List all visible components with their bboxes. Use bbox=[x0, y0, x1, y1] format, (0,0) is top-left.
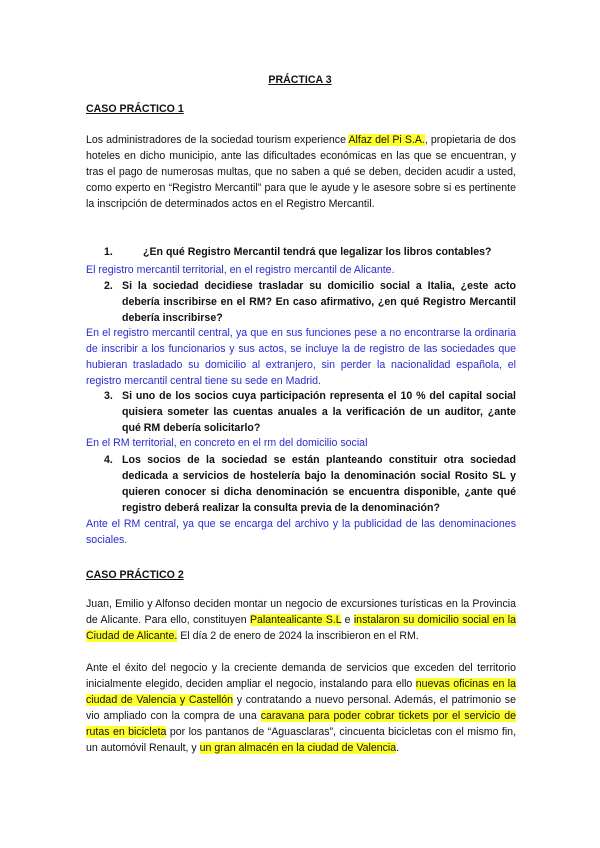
case2-p2-text-d: . bbox=[396, 742, 400, 754]
case2-p2-text-b: y contratando a nuevo personal. Además, el patrimonio se vio ampliado con la compra de una bbox=[86, 694, 516, 722]
answer-2: En el registro mercantil central, ya que en sus funciones pese a no encontrarse la ordinaria de inscribir a los funcionarios y sus actos, se incluye la de registro de las sociedades que hubieran trasladado su domicilio al extranjero, sin perder la nacionalidad española, el registro mercantil central tiene su sede en Madrid. bbox=[86, 327, 516, 387]
case1-intro-after: , propietaria de dos hoteles en dicho municipio, ante las dificultades económicas en las que se encuentran, y tras el pago de numerosas multas, que no saben a qué se deben, deciden acudir a usted, como experto en “Registro Mercantil” para que le ayude y le asesore sobre si es pertinente la inscripción de determinados actos en el Registro Mercantil. bbox=[86, 134, 516, 210]
question-number: 3. bbox=[104, 390, 113, 402]
answer-4: Ante el RM central, ya que se encarga del archivo y la publicidad de las denominaciones sociales. bbox=[86, 518, 516, 546]
question-1: ¿En qué Registro Mercantil tendrá que legalizar los libros contables? bbox=[143, 246, 492, 258]
case2-p2-text-c: por los pantanos de “Aguasclaras”, cincuenta bicicletas con el mismo fin, un automóvil Renault, y bbox=[86, 726, 517, 754]
case2-paragraph-1 bbox=[86, 596, 516, 644]
case2-p1-highlight-domicile: instalaron su domicilio social en la Ciudad de Alicante. bbox=[86, 614, 516, 642]
case1-intro-before: Los administradores de la sociedad tourism experience bbox=[86, 134, 349, 146]
question-4: Los socios de la sociedad se están planteando constituir otra sociedad dedicada a servicios de hostelería bajo la denominación social Rosito SL y quieren conocer si dicha denominación se encuentra disponible, ¿ante qué registro deberá realizar la consulta previa de la denominación? bbox=[122, 454, 516, 514]
case2-p1-highlight-company: Palantealicante S.L bbox=[249, 614, 342, 626]
answer-3: En el RM territorial, en concreto en el rm del domicilio social bbox=[86, 437, 368, 449]
case2-p2-text-a: Ante el éxito del negocio y la creciente demanda de servicios que exceden del territorio inicialmente elegido, deciden ampliar el negocio, instalando para ello bbox=[86, 662, 516, 690]
case2-p1-text-a: Juan, Emilio y Alfonso deciden montar un negocio de excursiones turísticas en la Provincia de Alicante. Para ello, constituyen bbox=[86, 598, 516, 626]
case1-intro bbox=[86, 132, 516, 212]
case2-p2-highlight-caravan: caravana para poder cobrar tickets por el servicio de rutas en bicicleta bbox=[86, 710, 516, 738]
case2-p1-text-b: e bbox=[341, 614, 354, 626]
case2-p2-highlight-warehouse: un gran almacén en la ciudad de Valencia bbox=[199, 742, 397, 754]
page-title: PRÁCTICA 3 bbox=[268, 74, 332, 86]
case2-p2-highlight-offices: nuevas oficinas en la ciudad de Valencia y Castellón bbox=[86, 678, 516, 706]
case1-intro-highlight: Alfaz del Pi S.A. bbox=[348, 134, 425, 146]
case2-heading: CASO PRÁCTICO 2 bbox=[86, 569, 184, 581]
question-3: Si uno de los socios cuya participación representa el 10 % del capital social quisiera someter las cuentas anuales a la verificación de un auditor, ¿ante qué RM debería solicitarlo? bbox=[122, 390, 516, 434]
question-number: 2. bbox=[104, 280, 113, 292]
case2-paragraph-2 bbox=[86, 660, 516, 756]
case1-heading: CASO PRÁCTICO 1 bbox=[86, 103, 184, 115]
question-number: 1. bbox=[104, 246, 113, 258]
question-number: 4. bbox=[104, 454, 113, 466]
answer-1: El registro mercantil territorial, en el registro mercantil de Alicante. bbox=[86, 264, 395, 276]
case2-p1-text-c: El día 2 de enero de 2024 la inscribieron en el RM. bbox=[177, 630, 419, 642]
question-2: Si la sociedad decidiese trasladar su domicilio social a Italia, ¿este acto debería inscribirse en el RM? En caso afirmativo, ¿en qué Registro Mercantil debería inscribirse? bbox=[122, 280, 516, 324]
